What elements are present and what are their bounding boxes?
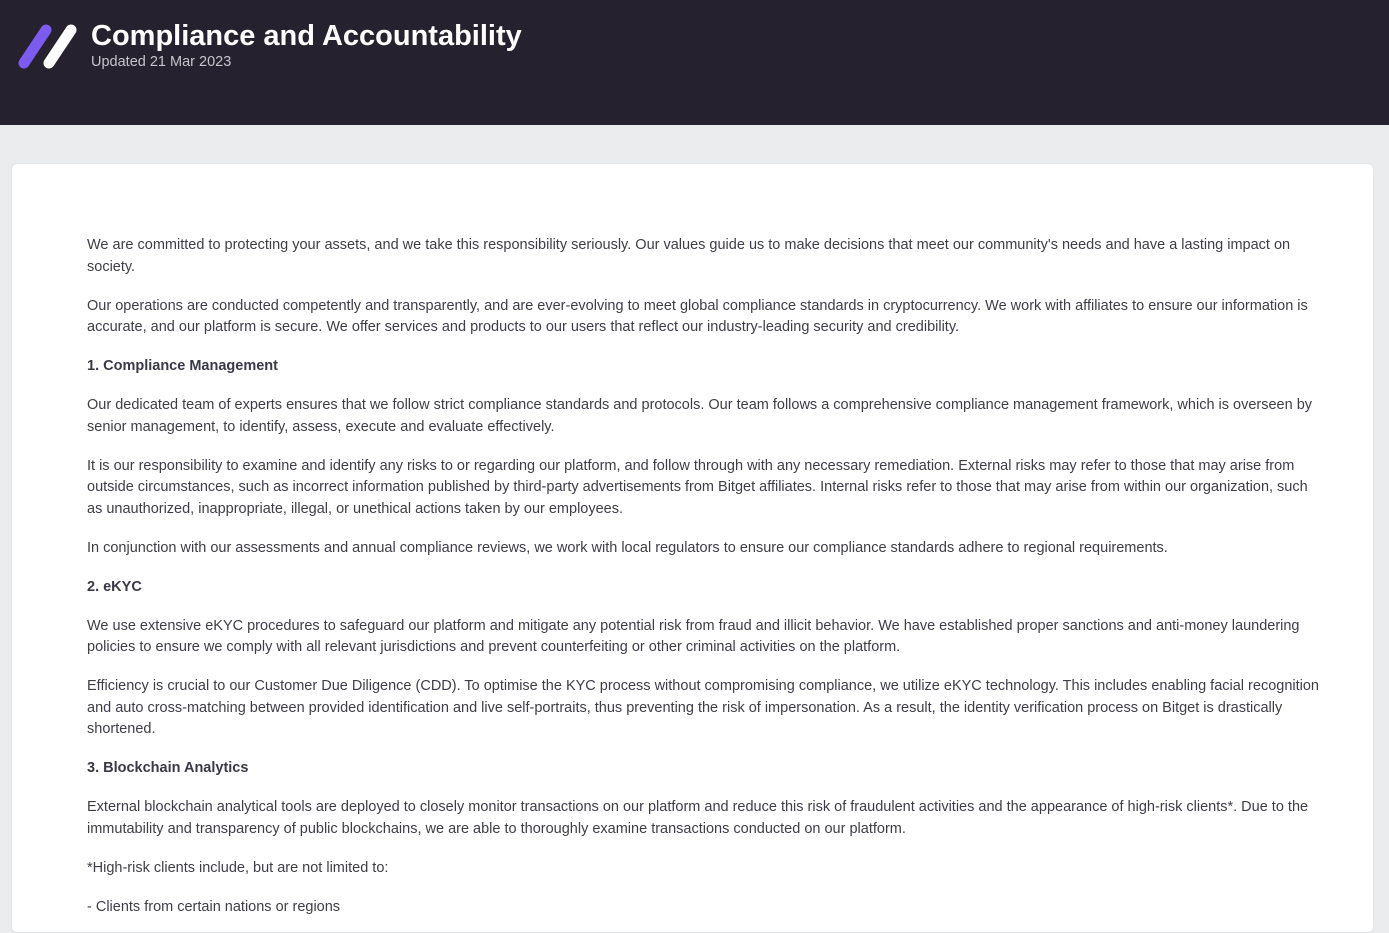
article-content (87, 235, 1322, 933)
section-1-paragraph-1: Our dedicated team of experts ensures that we follow strict compliance standards and protocols. Our team follows a comprehensive compliance management framework, which is overseen by senior management, to identify, assess, execute and evaluate effectively. (87, 397, 1313, 435)
updated-date: Updated 21 Mar 2023 (91, 54, 232, 70)
page-header (0, 0, 1389, 125)
section-heading-compliance-management: 1. Compliance Management (87, 358, 278, 374)
section-1-paragraph-3: In conjunction with our assessments and annual compliance reviews, we work with local regulators to ensure our compliance standards adhere to regional requirements. (87, 539, 1168, 556)
section-1-paragraph-2: It is our responsibility to examine and identify any risks to or regarding our platform, and follow through with any necessary remediation. External risks may refer to those that may arise from outside circumstances, such as incorrect information published by third-party advertisements from Bitget affiliates. Internal risks refer to those that may arise from within our organization, such as unauthorized, inappropriate, illegal, or unethical actions taken by our employees. (87, 457, 1308, 517)
article-card (11, 163, 1374, 933)
intro-paragraph-1: We are committed to protecting your assets, and we take this responsibility seriously. Our values guide us to make decisions that meet our community's needs and have a lasting impact on society. (87, 237, 1291, 275)
page-title: Compliance and Accountability (91, 20, 522, 52)
section-heading-ekyc: 2. eKYC (87, 578, 142, 595)
section-heading-blockchain-analytics: 3. Blockchain Analytics (87, 760, 249, 776)
section-3-list-item: - Clients from certain nations or regions (87, 898, 341, 915)
section-3-paragraph-1: External blockchain analytical tools are deployed to closely monitor transactions on our platform and reduce this risk of fraudulent activities and the appearance of high-risk clients*. Due to the immutability and transparency of public blockchains, we are able to thoroughly examine transactions conducted on our platform. (87, 799, 1309, 837)
double-slash-logo-icon[interactable] (16, 21, 80, 71)
section-2-paragraph-1: We use extensive eKYC procedures to safeguard our platform and mitigate any potential risk from fraud and illicit behavior. We have established proper sanctions and anti-money laundering policies to ensure we comply with all relevant jurisdictions and prevent counterfeiting or other criminal activities on the platform. (87, 617, 1300, 655)
section-3-paragraph-2: *High-risk clients include, but are not limited to: (87, 859, 389, 876)
intro-paragraph-2: Our operations are conducted competently and transparently, and are ever-evolving to meet global compliance standards in cryptocurrency. We work with affiliates to ensure our information is accurate, and our platform is secure. We offer services and products to our users that reflect our industry-leading security and credibility. (87, 297, 1308, 335)
section-2-paragraph-2: Efficiency is crucial to our Customer Due Diligence (CDD). To optimise the KYC process without compromising compliance, we utilize eKYC technology. This includes enabling facial recognition and auto cross-matching between provided identification and live self-portraits, thus preventing the risk of impersonation. As a result, the identity verification process on Bitget is drastically shortened. (87, 678, 1319, 737)
